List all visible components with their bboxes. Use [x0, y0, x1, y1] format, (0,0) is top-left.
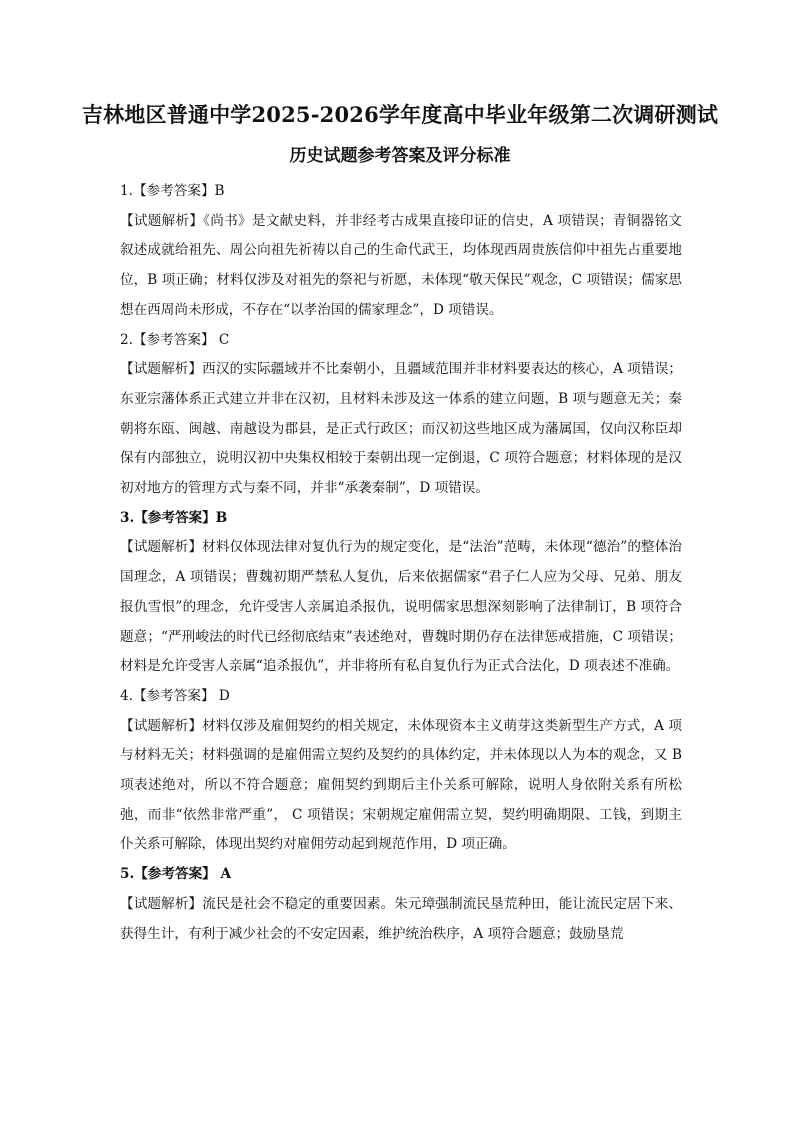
analysis-q2: 【试题解析】西汉的实际疆域并不比秦朝小，且疆域范围并非材料要表达的核心，A 项错误；东亚宗藩体系正式建立并非在汉初，且材料未涉及这一体系的建立问题，B 项与题意无关；秦朝将东瓯、闽越、南越设为郡县，是正式行政区；而汉初这些地区成为藩属国，仅向汉称臣却保有内部独立，说明汉初中央集权相较于秦朝出现一定倒退，C 项符合题意；材料体现的是汉初对地方的管理方式与秦不同，并非“承袭秦制”，D 项错误。: [120, 361, 682, 497]
answer-line-q2: 2.【参考答案】 C: [120, 331, 230, 348]
answer-line-q3: 3.【参考答案】B: [120, 509, 228, 526]
analysis-q3: 【试题解析】材料仅体现法律对复仇行为的规定变化，是“法治”范畴，未体现“德治”的整体治国理念，A 项错误；曹魏初期严禁私人复仇，后来依据儒家“君子仁人应为父母、兄弟、朋友报仇雪恨”的理念，允许受害人亲属追杀报仇，说明儒家思想深刻影响了法律制订，B 项符合题意；“严刑峻法的时代已经彻底结束”表述绝对，曹魏时期仍存在法律惩戒措施，C 项错误；材料是允许受害人亲属“追杀报仇”，并非将所有私自复仇行为正式合法化，D 项表述不准确。: [120, 539, 682, 675]
analysis-q1: 【试题解析】《尚书》是文献史料，并非经考古成果直接印证的信史，A 项错误；青铜器铭文叙述成就给祖先、周公向祖先祈祷以自己的生命代武王，均体现西周贵族信仰中祖先占重要地位，B 项正确；材料仅涉及对祖先的祭祀与祈愿，未体现“敬天保民”观念，C 项错误；儒家思想在西周尚未形成，不存在“以孝治国的儒家理念”，D 项错误。: [120, 212, 682, 318]
document-title: 吉林地区普通中学2025-2026学年度高中毕业年级第二次调研测试: [81, 102, 719, 127]
answer-line-q4: 4.【参考答案】 D: [120, 687, 230, 704]
answer-line-q5: 5.【参考答案】 A: [120, 866, 232, 883]
analysis-q5: 【试题解析】流民是社会不稳定的重要因素。朱元璋强制流民垦荒种田，能让流民定居下来、获得生计，有利于减少社会的不安定因素，维护统治秩序，A 项符合题意；鼓励垦荒: [120, 895, 682, 942]
document-subtitle: 历史试题参考答案及评分标准: [289, 146, 511, 166]
answer-content: [120, 177, 682, 949]
analysis-q4: 【试题解析】材料仅涉及雇佣契约的相关规定，未体现资本主义萌芽这类新型生产方式，A 项与材料无关；材料强调的是雇佣需立契约及契约的具体约定，并未体现以人为本的观念，又 B 项表述绝对，所以不符合题意；雇佣契约到期后主仆关系可解除，说明人身依附关系有所松弛，而非“依然非常严重”， C 项错误；宋朝规定雇佣需立契，契约明确期限、工钱，到期主仆关系可解除，体现出契约对雇佣劳动起到规范作用，D 项正确。: [120, 717, 682, 853]
answer-line-q1: 1.【参考答案】B: [120, 183, 225, 199]
